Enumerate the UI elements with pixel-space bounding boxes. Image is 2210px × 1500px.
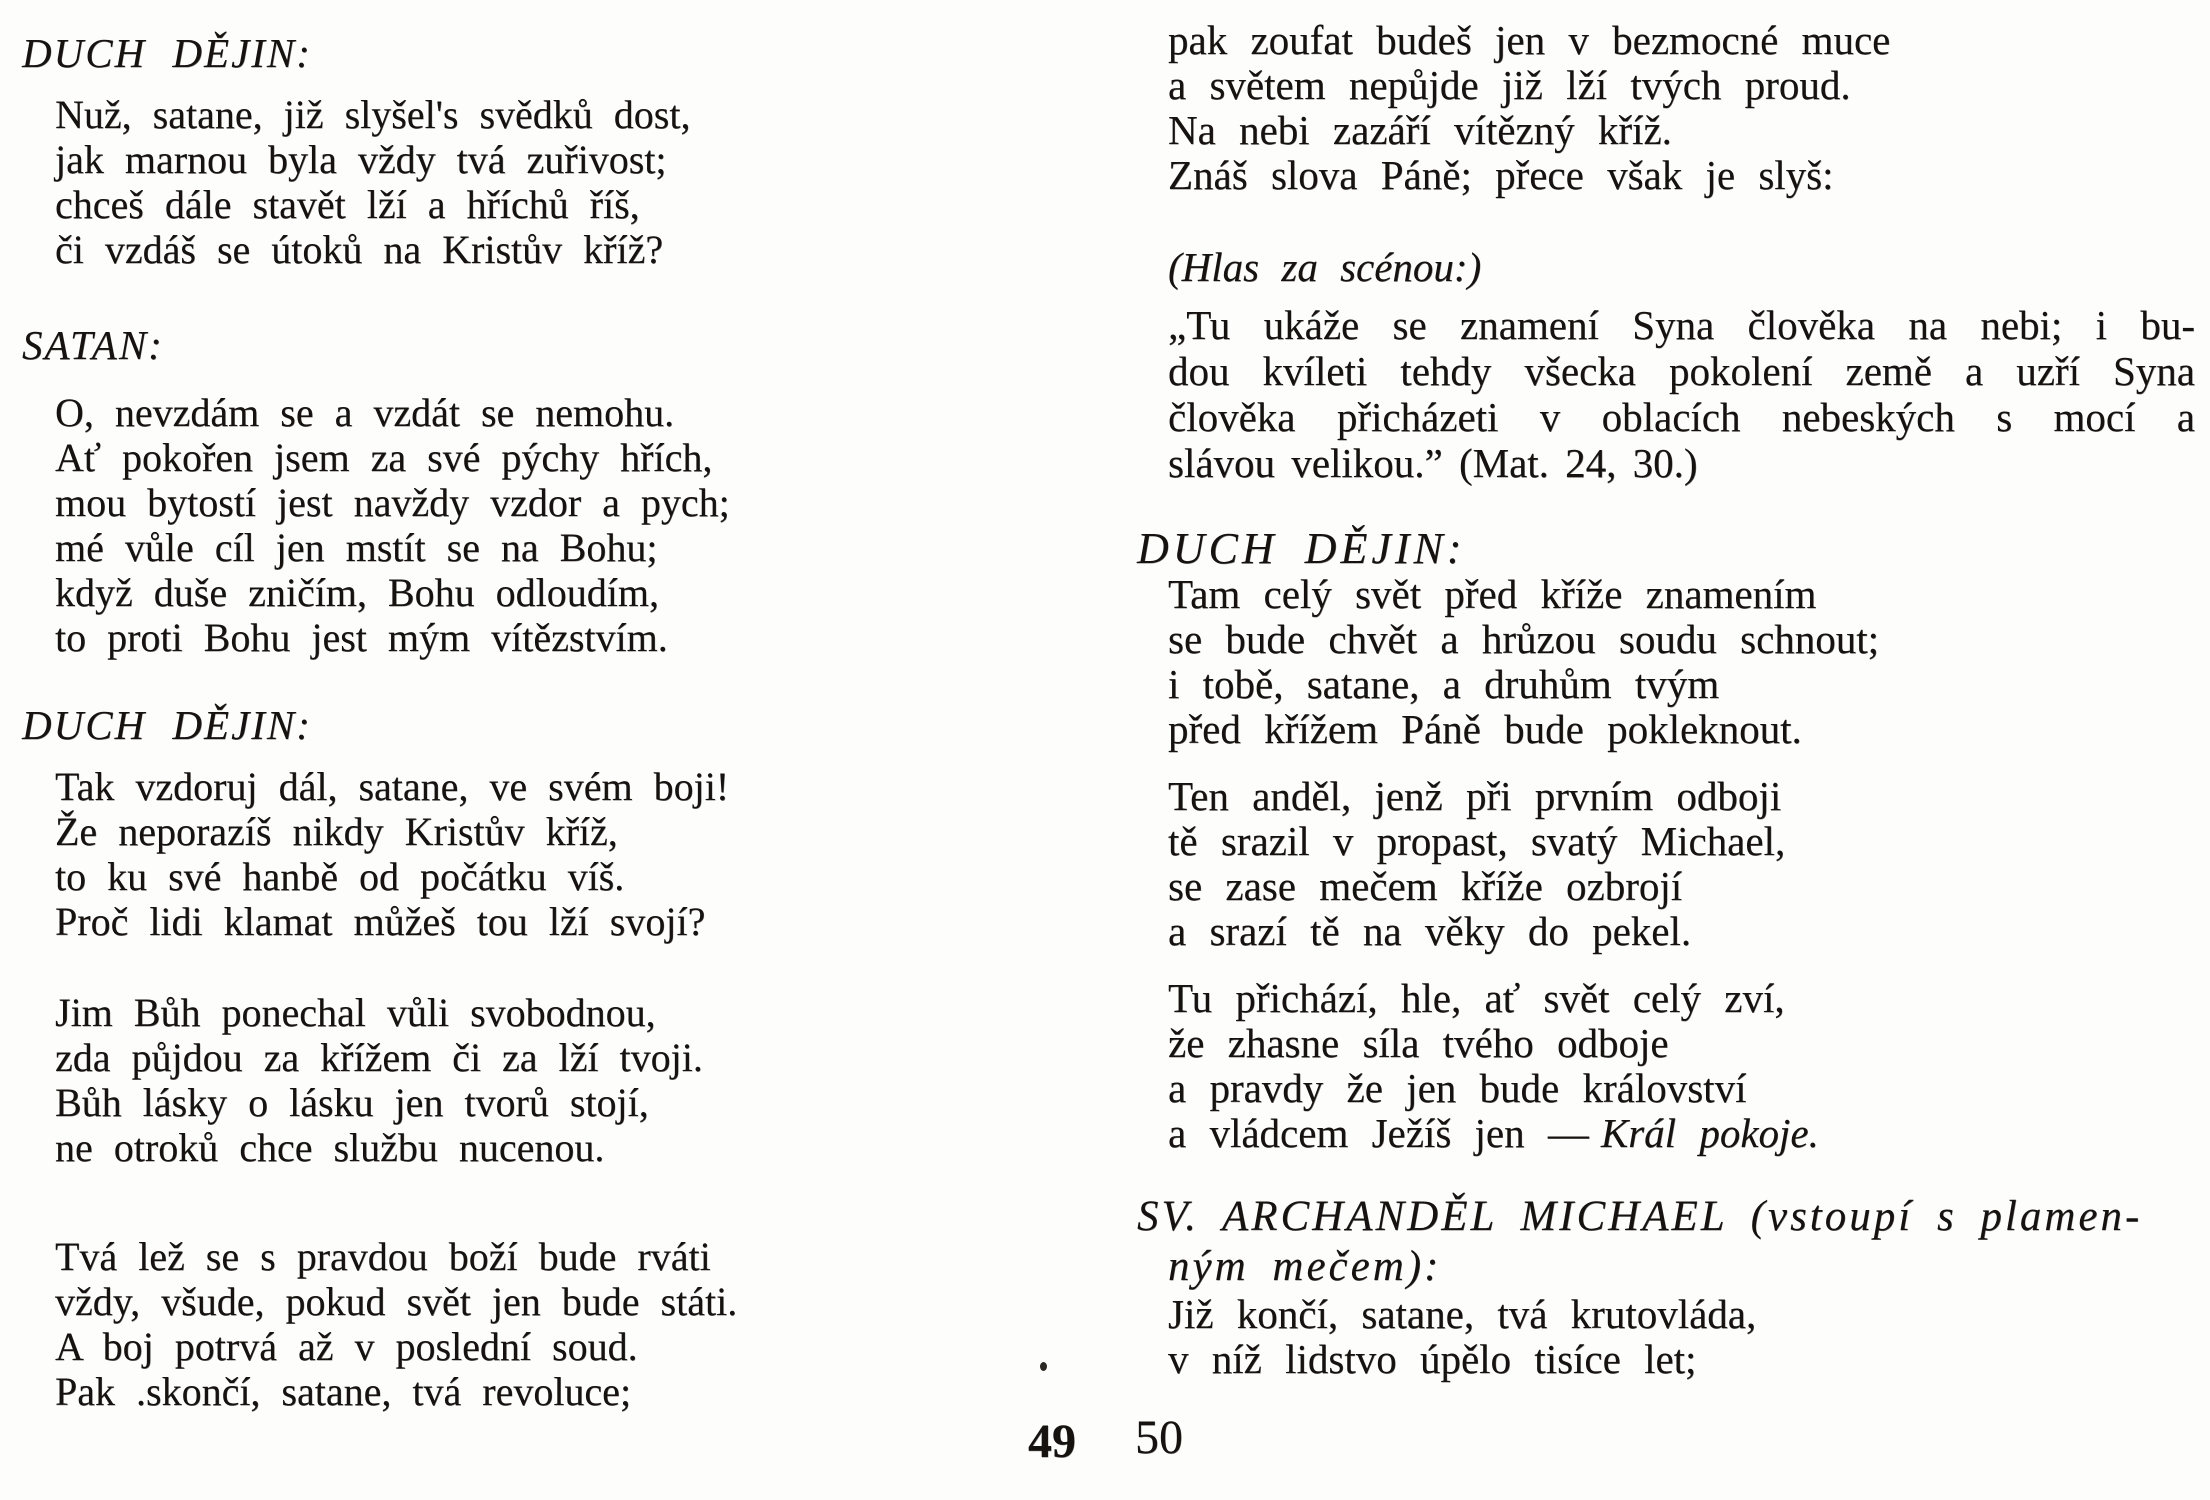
ink-speck [1040, 1362, 1047, 1371]
verse-line: či vzdáš se útoků na Kristův kříž? [55, 227, 664, 272]
verse-line: to ku své hanbě od počátku víš. [55, 854, 625, 899]
verse-line-roman-part: a vládcem Ježíš jen — [1168, 1110, 1589, 1156]
stanza [22, 92, 1092, 272]
character-heading: SATAN: [22, 322, 164, 368]
page-number-left: 49 [1028, 1415, 1076, 1468]
quote-line: slávou velikou.” (Mat. 24, 30.) [1168, 440, 1698, 486]
character-heading: DUCH DĚJIN: [1137, 524, 1466, 573]
stanza [22, 390, 1092, 660]
verse-line: mé vůle cíl jen mstít se na Bohu; [55, 525, 658, 570]
verse-line: Ať pokořen jsem za své pýchy hřích, [55, 435, 713, 480]
verse-line: Pak .skončí, satane, tvá revoluce; [55, 1369, 632, 1414]
verse-line: chceš dále stavět lží a hříchů říš, [55, 182, 640, 227]
verse-line: se zase mečem kříže ozbrojí [1168, 863, 1683, 909]
verse-line: zda půjdou za křížem či za lží tvoji. [55, 1035, 703, 1080]
verse-line: O, nevzdám se a vzdát se nemohu. [55, 390, 675, 435]
verse-line: tě srazil v propast, svatý Michael, [1168, 818, 1786, 864]
verse-line: a pravdy že jen bude království [1168, 1065, 1747, 1111]
verse-line: před křížem Páně bude pokleknout. [1168, 706, 1802, 752]
verse-line: Na nebi zazáří vítězný kříž. [1168, 107, 1672, 153]
stanza [1137, 572, 2195, 752]
verse-line: mou bytostí jest navždy vzdor a pych; [55, 480, 730, 525]
verse-line-italic-part: Král pokoje. [1600, 1110, 1819, 1156]
character-heading: DUCH DĚJIN: [22, 702, 312, 748]
stanza [1137, 774, 2195, 954]
stanza [22, 990, 1092, 1170]
stanza [22, 764, 1092, 944]
verse-line: Tak vzdoruj dál, satane, ve svém boji! [55, 764, 730, 809]
verse-line: Proč lidi klamat můžeš tou lží svojí? [55, 899, 706, 944]
left-page-column [22, 28, 1092, 1414]
verse-line: to proti Bohu jest mým vítězstvím. [55, 615, 668, 660]
verse-line: pak zoufat budeš jen v bezmocné muce [1168, 17, 1891, 63]
page-number-right: 50 [1135, 1411, 1183, 1464]
verse-line: Že neporazíš nikdy Kristův kříž, [55, 809, 618, 854]
verse-line [1168, 1111, 2195, 1156]
verse-line: se bude chvět a hrůzou soudu schnout; [1168, 616, 1880, 662]
verse-line: jak marnou byla vždy tvá zuřivost; [55, 137, 667, 182]
character-heading-line: SV. ARCHANDĚL MICHAEL (vstoupí s plamen- [1137, 1193, 2143, 1240]
verse-line: Již končí, satane, tvá krutovláda, [1168, 1291, 1757, 1337]
character-heading [1137, 1192, 2195, 1292]
verse-line: Bůh lásky o lásku jen tvorů stojí, [55, 1080, 649, 1125]
quote-line: člověka přicházeti v oblacích nebeských s mocí a [1168, 394, 2195, 440]
character-heading-line: ným mečem): [1168, 1243, 1442, 1290]
right-page-column [1137, 18, 2195, 1382]
scripture-quote [1137, 302, 2195, 486]
verse-line: Tam celý svět před kříže znamením [1168, 571, 1817, 617]
verse-line: a srazí tě na věky do pekel. [1168, 908, 1692, 954]
verse-line: i tobě, satane, a druhům tvým [1168, 661, 1720, 707]
quote-line: „Tu ukáže se znamení Syna člověka na nebi; i bu- [1168, 302, 2195, 348]
verse-line: Jim Bůh ponechal vůli svobodnou, [55, 990, 656, 1035]
verse-line: A boj potrvá až v poslední soud. [55, 1324, 638, 1369]
stanza [1137, 976, 2195, 1156]
stage-direction: (Hlas za scénou:) [1168, 244, 1482, 290]
character-heading: DUCH DĚJIN: [22, 30, 312, 76]
verse-line: vždy, všude, pokud svět jen bude státi. [55, 1279, 738, 1324]
verse-line: Tu přichází, hle, ať svět celý zví, [1168, 975, 1785, 1021]
verse-line: když duše zničím, Bohu odloudím, [55, 570, 659, 615]
stanza [1137, 18, 2195, 198]
verse-line: ne otroků chce službu nucenou. [55, 1125, 605, 1170]
verse-line: Ten anděl, jenž při prvním odboji [1168, 773, 1782, 819]
verse-line: v níž lidstvo úpělo tisíce let; [1168, 1336, 1697, 1382]
quote-line: dou kvíleti tehdy všecka pokolení země a uzří Syna [1168, 348, 2195, 394]
verse-line: Tvá lež se s pravdou boží bude rváti [55, 1234, 711, 1279]
verse-line: že zhasne síla tvého odboje [1168, 1020, 1669, 1066]
stanza [22, 1234, 1092, 1414]
verse-line: Nuž, satane, již slyšel's svědků dost, [55, 92, 691, 137]
verse-line: Znáš slova Páně; přece však je slyš: [1168, 152, 1834, 198]
stanza [1137, 1292, 2195, 1382]
verse-line: a světem nepůjde již lží tvých proud. [1168, 62, 1851, 108]
